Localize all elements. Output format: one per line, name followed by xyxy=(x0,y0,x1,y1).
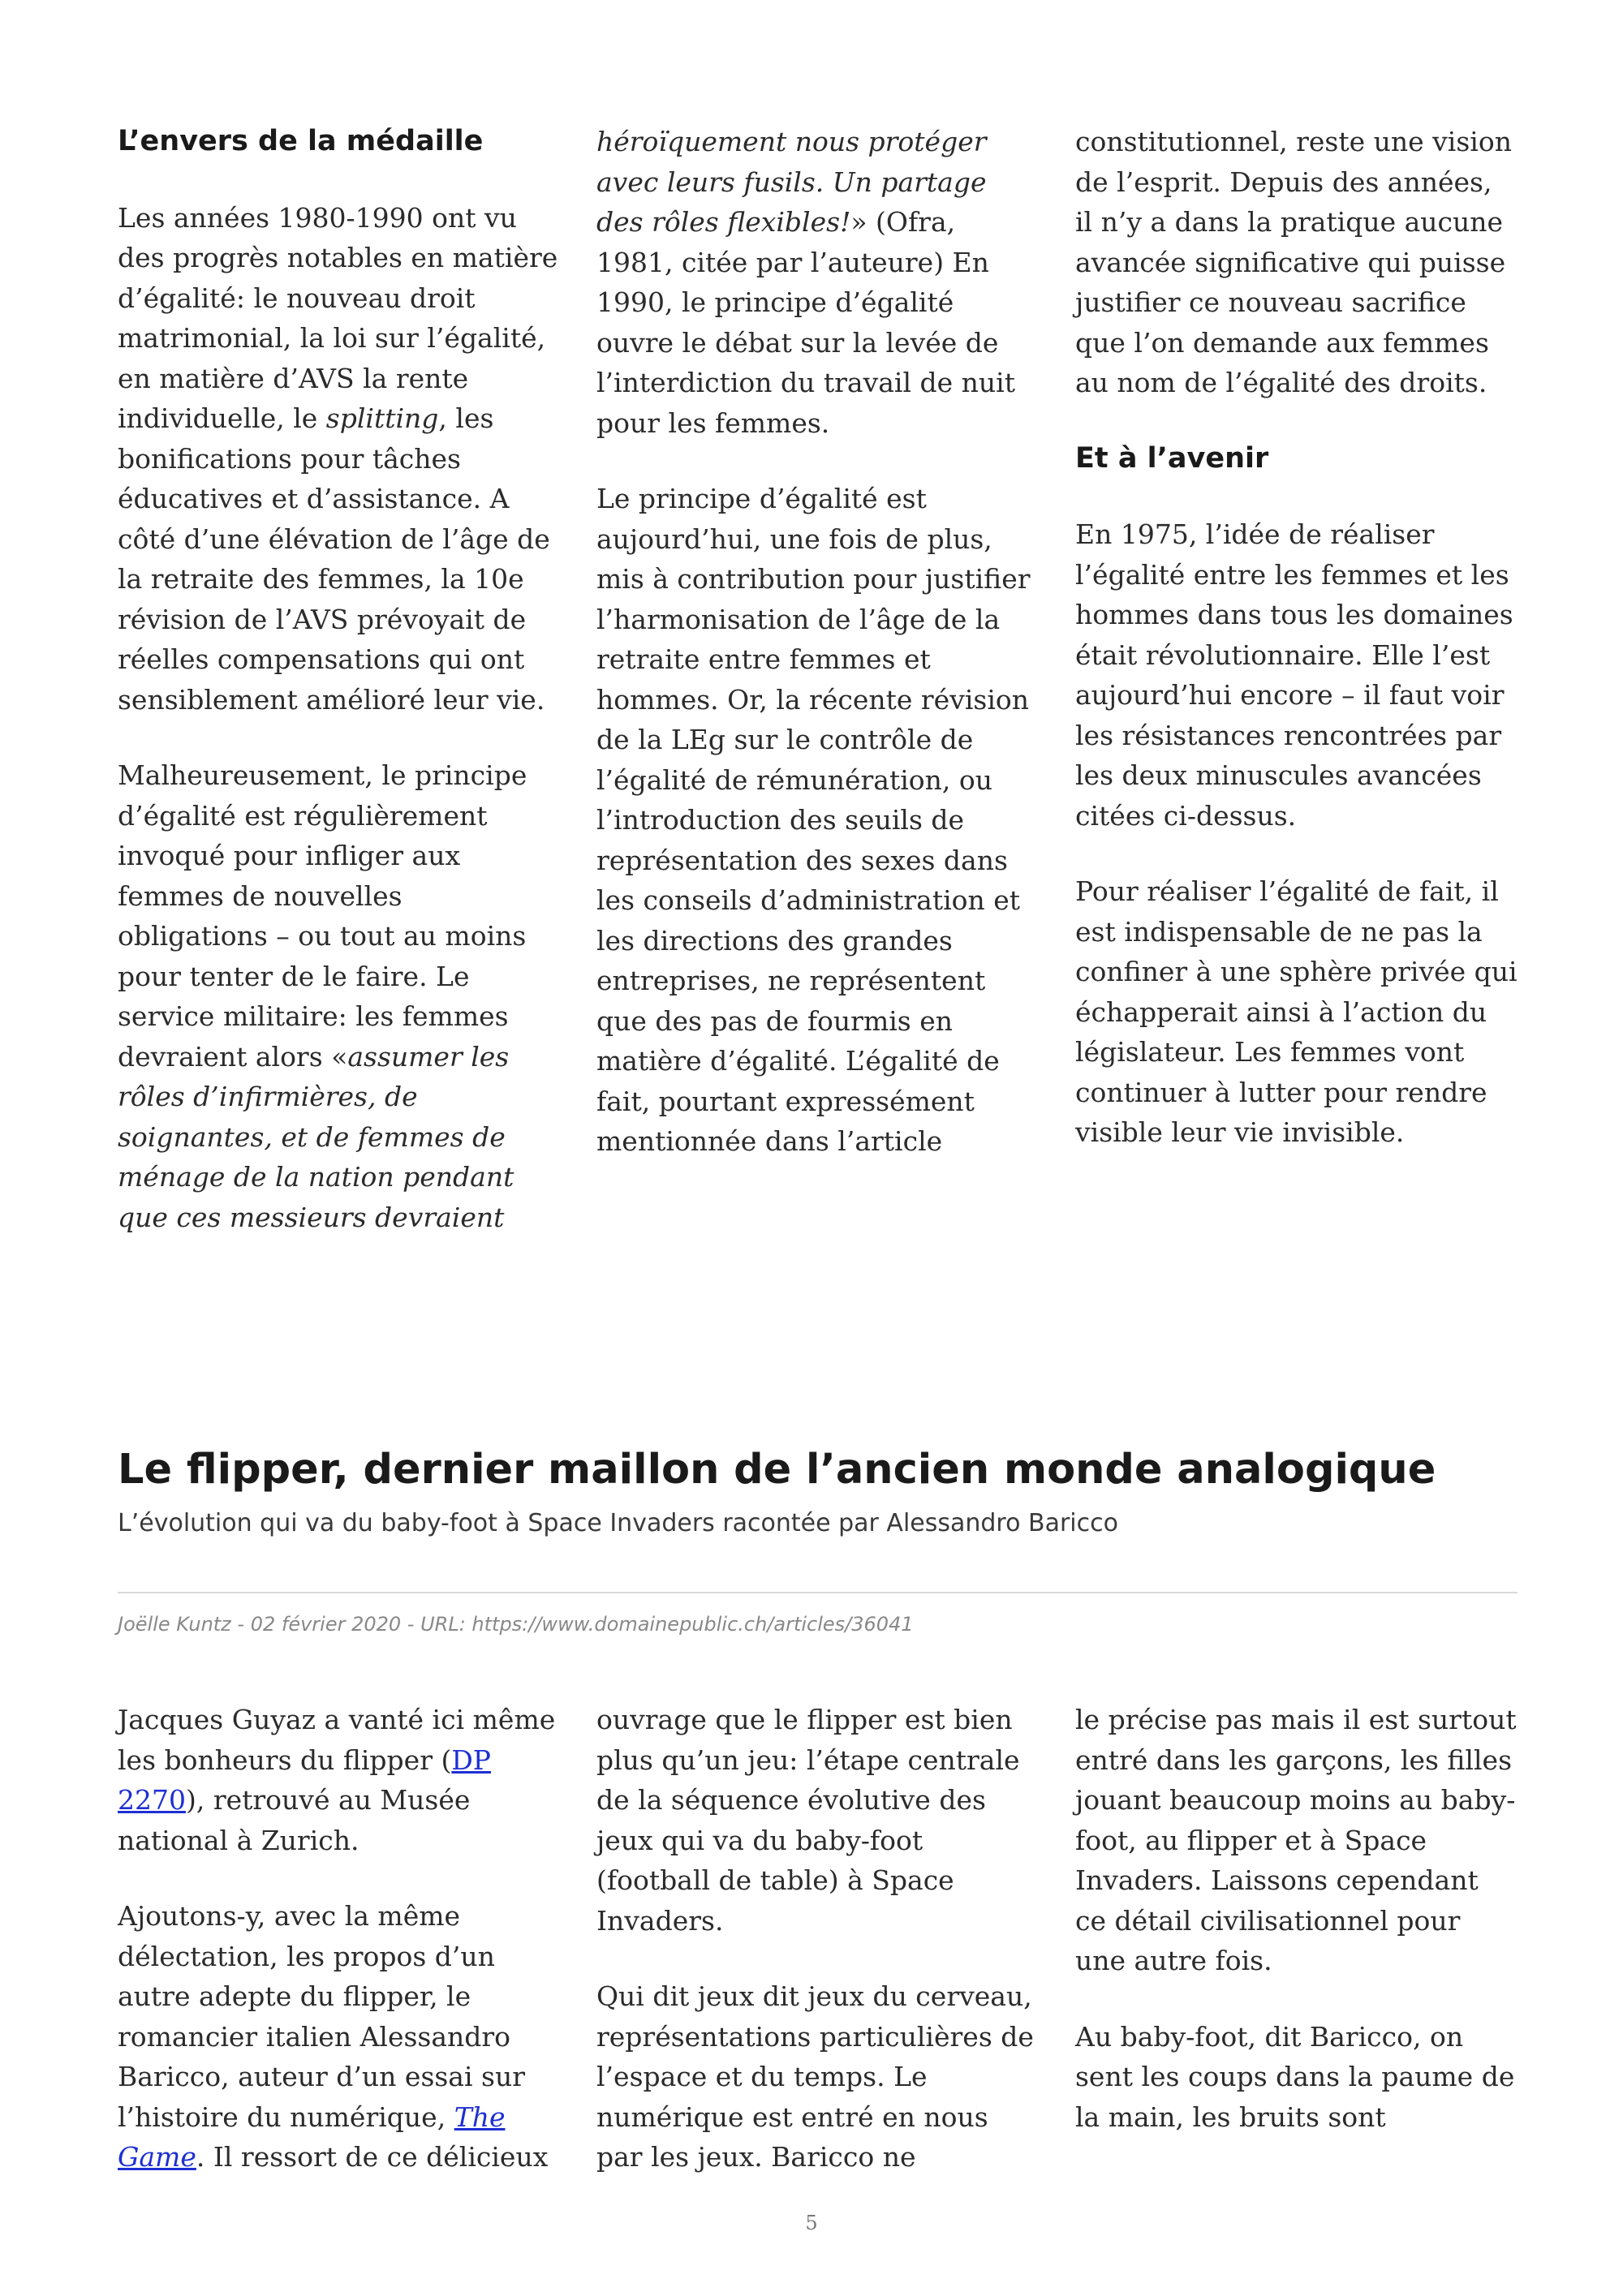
paragraph xyxy=(118,755,560,1237)
paragraph-text: Malheureusement, le principe d’égalité est régulièrement invoqué pour infliger aux femmes de nouvelles obligations – ou tout au moins pour tenter de le faire. Le service militaire: les femmes devraient alors « xyxy=(118,759,527,1073)
paragraph xyxy=(118,1700,560,1860)
paragraph-text: Ajoutons-y, avec la même délectation, les propos d’un autre adepte du flipper, le romancier italien Alessandro Baricco, auteur d’un essai sur l’histoire du numérique, xyxy=(118,1900,525,2133)
column-3 xyxy=(1075,1700,1518,2178)
column-2 xyxy=(596,122,1039,1237)
paragraph-text: Les années 1980-1990 ont vu des progrès notables en matière d’égalité: le nouveau droit matrimonial, la loi sur l’égalité, en matière d’AVS la rente individuelle, le xyxy=(118,201,558,434)
article-title: Le flipper, dernier maillon de l’ancien monde analogique xyxy=(118,1446,1436,1494)
divider xyxy=(118,1592,1518,1593)
paragraph xyxy=(118,198,560,720)
previous-article-columns xyxy=(118,122,1518,1237)
paragraph-text: Jacques Guyaz a vanté ici même les bonheurs du flipper ( xyxy=(118,1704,556,1776)
quote-text: assumer les rôles d’infirmières, de soignantes, et de femmes de ménage de la nation pendant que ces messieurs devraient xyxy=(118,1040,514,1233)
paragraph: Qui dit jeux dit jeux du cerveau, représentations particulières de l’espace et du temps. Le numérique est entré en nous par les jeux. Baricco ne xyxy=(596,1980,1034,2173)
paragraph: le précise pas mais il est surtout entré dans les garçons, les filles jouant beaucoup moins au baby-foot, au flipper et à Space Invaders. Laissons cependant ce détail civilisationnel pour une autre fois. xyxy=(1075,1704,1517,1976)
quote-text: héroïquement nous protéger avec leurs fusils. Un partage des rôles flexibles! xyxy=(596,126,987,238)
paragraph: Au baby-foot, dit Baricco, on sent les coups dans la paume de la main, les bruits sont xyxy=(1075,2020,1515,2133)
paragraph-text: . Il ressort de ce délicieux xyxy=(196,2141,549,2173)
paragraph xyxy=(118,1896,560,2178)
paragraph: En 1975, l’idée de réaliser l’égalité entre les femmes et les hommes dans tous les domaines était révolutionnaire. Elle l’est aujourd’hui encore – il faut voir les résistances rencontrées par les deux minuscules avancées citées ci-dessus. xyxy=(1075,518,1513,832)
article-columns xyxy=(118,1700,1518,2178)
column-1 xyxy=(118,122,560,1237)
column-3 xyxy=(1075,122,1518,1237)
paragraph-text: » (Ofra, 1981, citée par l’auteure) En 1990, le principe d’égalité ouvre le débat sur la levée de l’interdiction du travail de nuit pour les femmes. xyxy=(596,206,1015,439)
emphasis-text: splitting xyxy=(325,402,439,434)
section-heading: L’envers de la médaille xyxy=(118,125,484,157)
paragraph: constitutionnel, reste une vision de l’esprit. Depuis des années, il n’y a dans la pratique aucune avancée significative qui puisse justifier ce nouveau sacrifice que l’on demande aux femmes au nom de l’égalité des droits. xyxy=(1075,126,1512,398)
paragraph: ouvrage que le flipper est bien plus qu’un jeu: l’étape centrale de la séquence évolutive des jeux qui va du baby-foot (football de table) à Space Invaders. xyxy=(596,1704,1020,1937)
column-2 xyxy=(596,1700,1039,2178)
article-subtitle: L’évolution qui va du baby-foot à Space Invaders racontée par Alessandro Baricco xyxy=(118,1509,1118,1537)
article-header xyxy=(118,1444,1518,1540)
link-text[interactable]: The Game xyxy=(118,2100,506,2173)
article-byline: Joëlle Kuntz - 02 février 2020 - URL: https://www.domainepublic.ch/articles/36041 xyxy=(118,1613,914,1636)
column-1 xyxy=(118,1700,560,2178)
paragraph: Le principe d’égalité est aujourd’hui, une fois de plus, mis à contribution pour justifier l’harmonisation de l’âge de la retraite entre femmes et hommes. Or, la récente révision de la LEg sur le contrôle de l’égalité de rémunération, ou l’introduction des seuils de représentation des sexes dans les conseils d’administration et les directions des grandes entreprises, ne représentent que des pas de fourmis en matière d’égalité. L’égalité de fait, pourtant expressément mentionnée dans l’article xyxy=(596,483,1031,1157)
paragraph xyxy=(596,122,1039,443)
paragraph: Pour réaliser l’égalité de fait, il est indispensable de ne pas la confiner à une sphère privée qui échapperait ainsi à l’action du législateur. Les femmes vont continuer à lutter pour rendre visible leur vie invisible. xyxy=(1075,875,1518,1148)
page-number: 5 xyxy=(805,2212,818,2234)
paragraph-text: ), retrouvé au Musée national à Zurich. xyxy=(118,1784,471,1856)
paragraph-text: , les bonifications pour tâches éducatives et d’assistance. A côté d’une élévation de l’âge de la retraite des femmes, la 10e révision de l’AVS prévoyait de réelles compensations qui ont sensiblement amélioré leur vie. xyxy=(118,402,550,716)
section-heading: Et à l’avenir xyxy=(1075,441,1269,475)
dp-2270-link[interactable]: DP 2270 xyxy=(118,1743,492,1816)
